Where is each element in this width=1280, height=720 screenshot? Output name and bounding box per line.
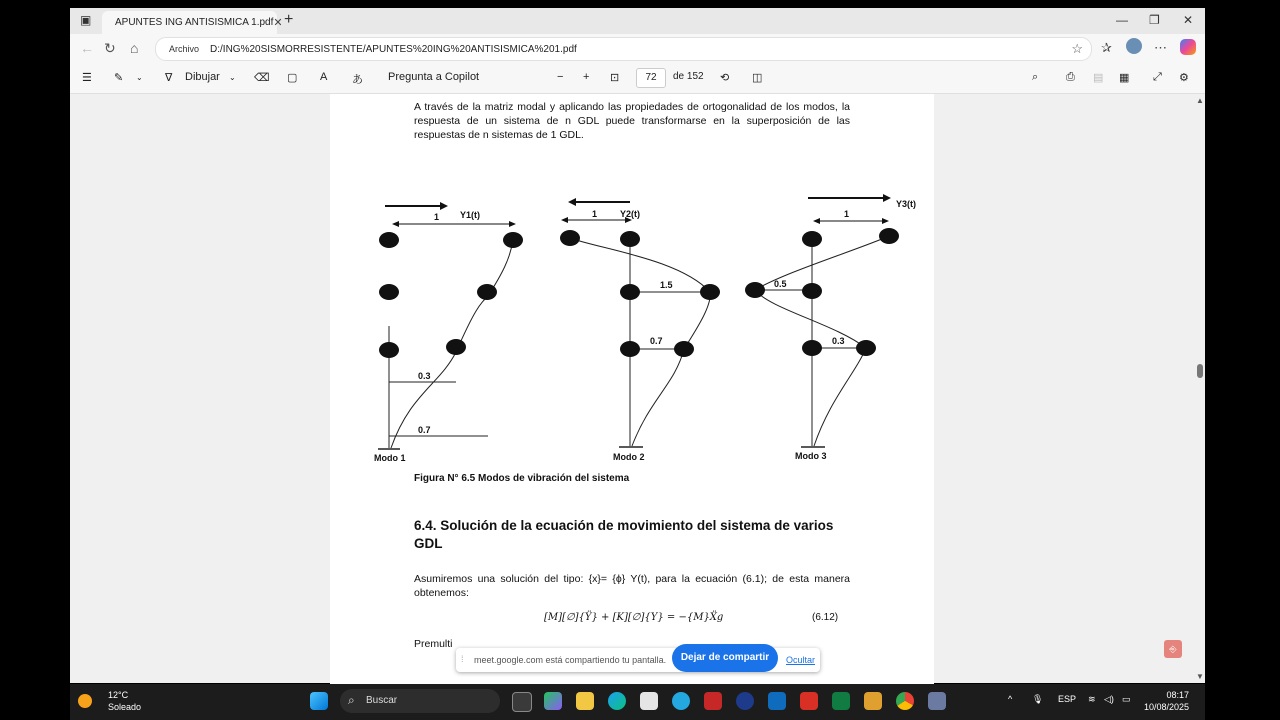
draw-label[interactable]: Dibujar <box>185 71 220 83</box>
microphone-icon[interactable]: 🎙 <box>1032 694 1044 704</box>
mode3-response-label: Y3(t) <box>896 199 916 209</box>
excel-icon[interactable] <box>832 692 850 710</box>
favorites-icon[interactable]: ✰ <box>1101 40 1112 55</box>
mode2-node <box>620 231 640 247</box>
pdf-page <box>330 94 934 689</box>
search-icon[interactable]: ⌕ <box>1032 71 1039 83</box>
section-heading: 6.4. Solución de la ecuación de movimiento del sistema de varios GDL <box>414 518 834 551</box>
figure-caption: Figura N° 6.5 Modos de vibración del sistema <box>414 473 630 484</box>
weather-sun-icon <box>78 694 92 708</box>
acrobat-taskbar-icon[interactable] <box>800 692 818 710</box>
chevron-down-icon[interactable]: ⌄ <box>136 73 143 82</box>
draw-icon[interactable]: ∇ <box>165 72 173 84</box>
weather-description: Soleado <box>108 702 142 712</box>
mode3-node <box>802 340 822 356</box>
drag-handle-icon[interactable]: ⁞ <box>461 654 464 664</box>
more-options-icon[interactable]: ⋯ <box>1154 40 1167 55</box>
new-tab-icon[interactable]: + <box>284 11 294 28</box>
tab-actions-icon[interactable]: ▣ <box>80 13 92 27</box>
page-total: de 152 <box>673 71 704 82</box>
mode3-unit-label: 1 <box>844 209 850 219</box>
weather-temperature: 12°C <box>108 690 129 700</box>
profile-avatar[interactable] <box>1126 38 1142 54</box>
mode2-value-15: 1.5 <box>660 280 673 290</box>
mode1-node <box>477 284 497 300</box>
copilot-taskbar-icon[interactable] <box>544 692 562 710</box>
screen-share-banner <box>456 648 820 672</box>
pdf-viewer[interactable] <box>70 94 1195 683</box>
read-aloud-icon[interactable]: A <box>320 71 328 83</box>
scroll-down-icon[interactable]: ▼ <box>1196 672 1204 681</box>
hide-banner-link[interactable]: Ocultar <box>786 655 816 665</box>
app-icon[interactable] <box>672 692 690 710</box>
mode1-node <box>446 339 466 355</box>
mode2-unit-label: 1 <box>592 209 598 219</box>
refresh-icon[interactable]: ↻ <box>104 40 116 56</box>
highlight-icon[interactable]: ✎ <box>114 72 124 84</box>
language-indicator[interactable]: ESP <box>1058 694 1077 704</box>
minimize-icon[interactable]: — <box>1116 13 1128 27</box>
edge-icon[interactable] <box>608 692 626 710</box>
mode2-value-07: 0.7 <box>650 336 663 346</box>
page-number-input[interactable]: 72 <box>636 68 666 88</box>
back-icon[interactable]: ← <box>80 40 94 56</box>
mode1-node <box>379 284 399 300</box>
scroll-up-icon[interactable]: ▲ <box>1196 96 1204 105</box>
app4-icon[interactable] <box>928 692 946 710</box>
maximize-icon[interactable]: ❐ <box>1149 13 1160 27</box>
store-icon[interactable] <box>640 692 658 710</box>
save-as-icon[interactable]: ▦ <box>1119 72 1130 84</box>
volume-icon[interactable]: ◁) <box>1104 694 1114 704</box>
equation-number: (6.12) <box>812 612 839 623</box>
mode3-node <box>802 231 822 247</box>
mode-1 <box>374 202 523 463</box>
truncated-text: Premulti <box>414 638 453 650</box>
text-box-icon[interactable]: ▢ <box>287 72 298 84</box>
mode1-value-03: 0.3 <box>418 371 431 381</box>
home-icon[interactable]: ⌂ <box>130 40 139 56</box>
mode3-node <box>745 282 765 298</box>
vibration-modes-diagram <box>330 184 934 469</box>
address-bar[interactable] <box>155 37 1092 61</box>
mode-3 <box>745 194 916 461</box>
mode2-name: Modo 2 <box>613 452 645 462</box>
fit-page-icon[interactable]: ⊡ <box>610 72 620 84</box>
equation-6-12: [M][∅]{Ÿ} + [K][∅]{Y} = −{M}Ẍg <box>544 612 724 623</box>
clock-date: 10/08/2025 <box>1144 702 1190 712</box>
outlook-icon[interactable] <box>768 692 786 710</box>
save-icon[interactable]: ▤ <box>1093 72 1104 84</box>
mode2-node <box>700 284 720 300</box>
tab-pdf[interactable] <box>102 11 283 34</box>
taskbar-search[interactable] <box>340 689 500 713</box>
app2-icon[interactable] <box>736 692 754 710</box>
contents-icon[interactable]: ☰ <box>82 72 92 84</box>
page-view-icon[interactable]: ◫ <box>752 72 763 84</box>
mode-2 <box>560 198 720 462</box>
acrobat-icon[interactable]: ⎆ <box>1164 640 1182 658</box>
mode3-value-03: 0.3 <box>832 336 845 346</box>
mode1-value-07: 0.7 <box>418 425 431 435</box>
close-window-icon[interactable]: ✕ <box>1183 13 1194 27</box>
mode1-node <box>503 232 523 248</box>
chrome-icon[interactable] <box>896 692 914 710</box>
draw-chevron-icon[interactable]: ⌄ <box>229 73 236 82</box>
mode3-name: Modo 3 <box>795 451 827 461</box>
weather-widget[interactable] <box>108 689 141 713</box>
mode1-unit-label: 1 <box>434 212 440 222</box>
mode1-node <box>379 232 399 248</box>
browser-window <box>70 8 1205 683</box>
address-url[interactable]: D:/ING%20SISMORRESISTENTE/APUNTES%20ING%20ANTISISMICA%201.pdf <box>210 43 577 55</box>
copilot-icon[interactable] <box>1180 39 1196 55</box>
mode2-node <box>620 341 640 357</box>
settings-gear-icon[interactable]: ⚙ <box>1179 72 1189 84</box>
file-badge: Archivo <box>169 44 200 54</box>
clock-time: 08:17 <box>1166 690 1190 700</box>
zoom-in-icon[interactable]: + <box>583 71 590 83</box>
mode2-response-label: Y2(t) <box>620 209 640 219</box>
mode1-node <box>379 342 399 358</box>
mode3-value-05: 0.5 <box>774 279 787 289</box>
mode2-node <box>620 284 640 300</box>
print-icon[interactable]: ⎙ <box>1066 71 1075 83</box>
mode2-node <box>674 341 694 357</box>
wifi-icon[interactable]: ≋ <box>1088 694 1096 704</box>
stop-sharing-button[interactable]: Dejar de compartir <box>672 644 778 672</box>
mode2-deflection <box>570 238 710 446</box>
mode3-node <box>879 228 899 244</box>
close-tab-icon[interactable]: ✕ <box>273 17 283 29</box>
zoom-out-icon[interactable]: − <box>557 71 564 83</box>
task-view-icon[interactable] <box>512 692 532 712</box>
favorite-star-icon[interactable]: ☆ <box>1071 41 1083 56</box>
eraser-icon[interactable]: ⌫ <box>254 72 270 84</box>
mode3-node <box>856 340 876 356</box>
file-explorer-icon[interactable] <box>576 692 594 710</box>
title-bar <box>70 8 1205 34</box>
scrollbar-thumb[interactable] <box>1197 364 1203 378</box>
taskbar <box>70 684 1205 720</box>
app3-icon[interactable] <box>864 692 882 710</box>
address-bar-row <box>70 34 1205 62</box>
solution-paragraph: Asumiremos una solución del tipo: {x}= {ϕ} Y(t), para la ecuación (6.1); de esta manera obtenemos: <box>414 573 850 599</box>
mode2-node <box>560 230 580 246</box>
clock[interactable] <box>1144 689 1189 713</box>
tab-title: APUNTES ING ANTISISMICA 1.pdf <box>115 17 274 28</box>
windows-start-icon[interactable] <box>310 692 328 710</box>
mode1-name: Modo 1 <box>374 453 406 463</box>
mode3-node <box>802 283 822 299</box>
search-magnifier-icon: ⌕ <box>348 693 355 707</box>
rotate-icon[interactable]: ⟲ <box>720 72 730 84</box>
search-label: Buscar <box>366 695 398 706</box>
intro-paragraph: A través de la matriz modal y aplicando las propiedades de ortogonalidad de los modos, la respuesta de un sistema de n GDL puede transformarse en la superposición de las respuestas de n sistemas de 1 GDL. <box>414 101 850 141</box>
fullscreen-icon[interactable]: ⤢ <box>1153 71 1162 83</box>
ask-copilot-button[interactable]: Pregunta a Copilot <box>388 71 480 83</box>
share-message: meet.google.com está compartiendo tu pantalla. <box>474 655 667 665</box>
antivirus-icon[interactable] <box>704 692 722 710</box>
battery-icon[interactable]: ▭ <box>1122 694 1131 704</box>
vertical-scrollbar[interactable] <box>1195 94 1205 683</box>
pdf-toolbar <box>70 62 1205 94</box>
tray-overflow-icon[interactable]: ^ <box>1008 694 1013 704</box>
mode1-response-label: Y1(t) <box>460 210 480 220</box>
translate-icon[interactable]: あ <box>352 74 363 86</box>
